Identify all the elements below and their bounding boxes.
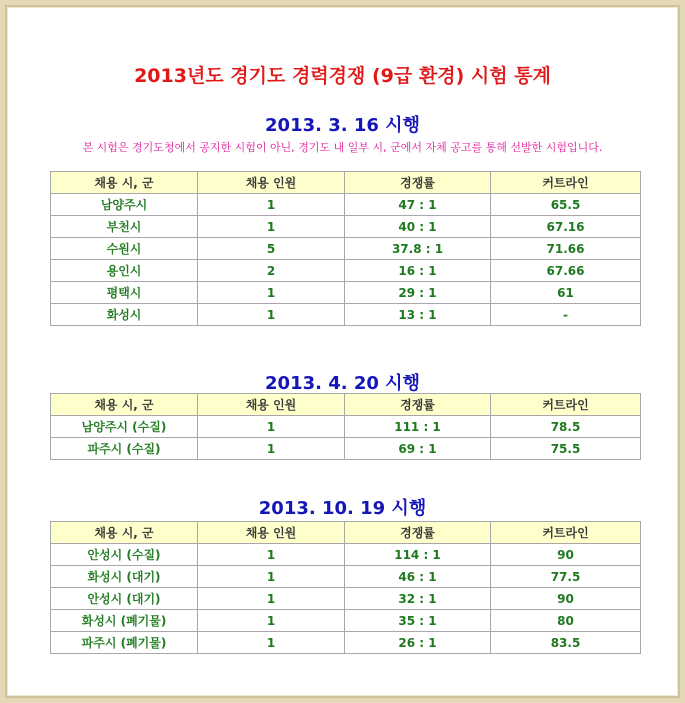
table-row [51, 438, 641, 460]
competition-rate-cell: 114 : 1 [345, 544, 491, 566]
table-row [51, 566, 641, 588]
city-cell: 안성시 (수질) [51, 544, 198, 566]
hires-cell: 1 [198, 566, 345, 588]
city-cell: 화성시 (폐기물) [51, 610, 198, 632]
competition-rate-cell: 46 : 1 [345, 566, 491, 588]
column-header: 커트라인 [491, 394, 641, 416]
table-row [51, 632, 641, 654]
table-row [51, 304, 641, 326]
table-row [51, 544, 641, 566]
competition-rate-cell: 32 : 1 [345, 588, 491, 610]
hires-cell: 1 [198, 216, 345, 238]
hires-cell: 1 [198, 304, 345, 326]
table-row [51, 416, 641, 438]
column-header: 채용 인원 [198, 522, 345, 544]
table-row [51, 216, 641, 238]
stats-table [50, 171, 641, 326]
hires-cell: 1 [198, 416, 345, 438]
page-frame [5, 5, 680, 698]
competition-rate-cell: 29 : 1 [345, 282, 491, 304]
city-cell: 부천시 [51, 216, 198, 238]
section-heading: 2013. 3. 16 시행 [265, 115, 420, 136]
table-row [51, 282, 641, 304]
competition-rate-cell: 40 : 1 [345, 216, 491, 238]
section-notice: 본 시험은 경기도청에서 공지한 시험이 아닌, 경기도 내 일부 시, 군에서 자체 공고를 통해 선발한 시험입니다. [82, 141, 603, 154]
stats-table [50, 521, 641, 654]
cutline-cell: 67.16 [491, 216, 641, 238]
column-header: 채용 인원 [198, 172, 345, 194]
cutline-cell: 61 [491, 282, 641, 304]
cutline-cell: 67.66 [491, 260, 641, 282]
hires-cell: 1 [198, 588, 345, 610]
column-header: 경쟁률 [345, 172, 491, 194]
hires-cell: 1 [198, 544, 345, 566]
competition-rate-cell: 69 : 1 [345, 438, 491, 460]
column-header: 채용 시, 군 [51, 172, 198, 194]
hires-cell: 1 [198, 282, 345, 304]
competition-rate-cell: 47 : 1 [345, 194, 491, 216]
column-header: 커트라인 [491, 172, 641, 194]
column-header: 채용 시, 군 [51, 394, 198, 416]
competition-rate-cell: 26 : 1 [345, 632, 491, 654]
city-cell: 수원시 [51, 238, 198, 260]
competition-rate-cell: 13 : 1 [345, 304, 491, 326]
cutline-cell: 90 [491, 544, 641, 566]
cutline-cell: 78.5 [491, 416, 641, 438]
section-heading: 2013. 10. 19 시행 [258, 498, 427, 519]
table-row [51, 194, 641, 216]
header-row [51, 172, 641, 194]
hires-cell: 2 [198, 260, 345, 282]
city-cell: 파주시 (폐기물) [51, 632, 198, 654]
column-header: 채용 인원 [198, 394, 345, 416]
city-cell: 화성시 [51, 304, 198, 326]
cutline-cell: 75.5 [491, 438, 641, 460]
cutline-cell: 71.66 [491, 238, 641, 260]
city-cell: 파주시 (수질) [51, 438, 198, 460]
city-cell: 용인시 [51, 260, 198, 282]
cutline-cell: - [491, 304, 641, 326]
city-cell: 남양주시 [51, 194, 198, 216]
city-cell: 남양주시 (수질) [51, 416, 198, 438]
cutline-cell: 65.5 [491, 194, 641, 216]
page-title: 2013년도 경기도 경력경쟁 (9급 환경) 시험 통계 [134, 65, 551, 87]
column-header: 경쟁률 [345, 394, 491, 416]
city-cell: 안성시 (대기) [51, 588, 198, 610]
cutline-cell: 83.5 [491, 632, 641, 654]
column-header: 채용 시, 군 [51, 522, 198, 544]
column-header: 커트라인 [491, 522, 641, 544]
table-row [51, 610, 641, 632]
city-cell: 화성시 (대기) [51, 566, 198, 588]
header-row [51, 522, 641, 544]
hires-cell: 1 [198, 438, 345, 460]
hires-cell: 1 [198, 632, 345, 654]
competition-rate-cell: 16 : 1 [345, 260, 491, 282]
section-heading: 2013. 4. 20 시행 [265, 373, 420, 394]
competition-rate-cell: 111 : 1 [345, 416, 491, 438]
cutline-cell: 90 [491, 588, 641, 610]
column-header: 경쟁률 [345, 522, 491, 544]
hires-cell: 1 [198, 194, 345, 216]
hires-cell: 5 [198, 238, 345, 260]
table-row [51, 260, 641, 282]
stats-table [50, 393, 641, 460]
city-cell: 평택시 [51, 282, 198, 304]
header-row [51, 394, 641, 416]
competition-rate-cell: 37.8 : 1 [345, 238, 491, 260]
cutline-cell: 80 [491, 610, 641, 632]
table-row [51, 238, 641, 260]
table-row [51, 588, 641, 610]
competition-rate-cell: 35 : 1 [345, 610, 491, 632]
cutline-cell: 77.5 [491, 566, 641, 588]
hires-cell: 1 [198, 610, 345, 632]
